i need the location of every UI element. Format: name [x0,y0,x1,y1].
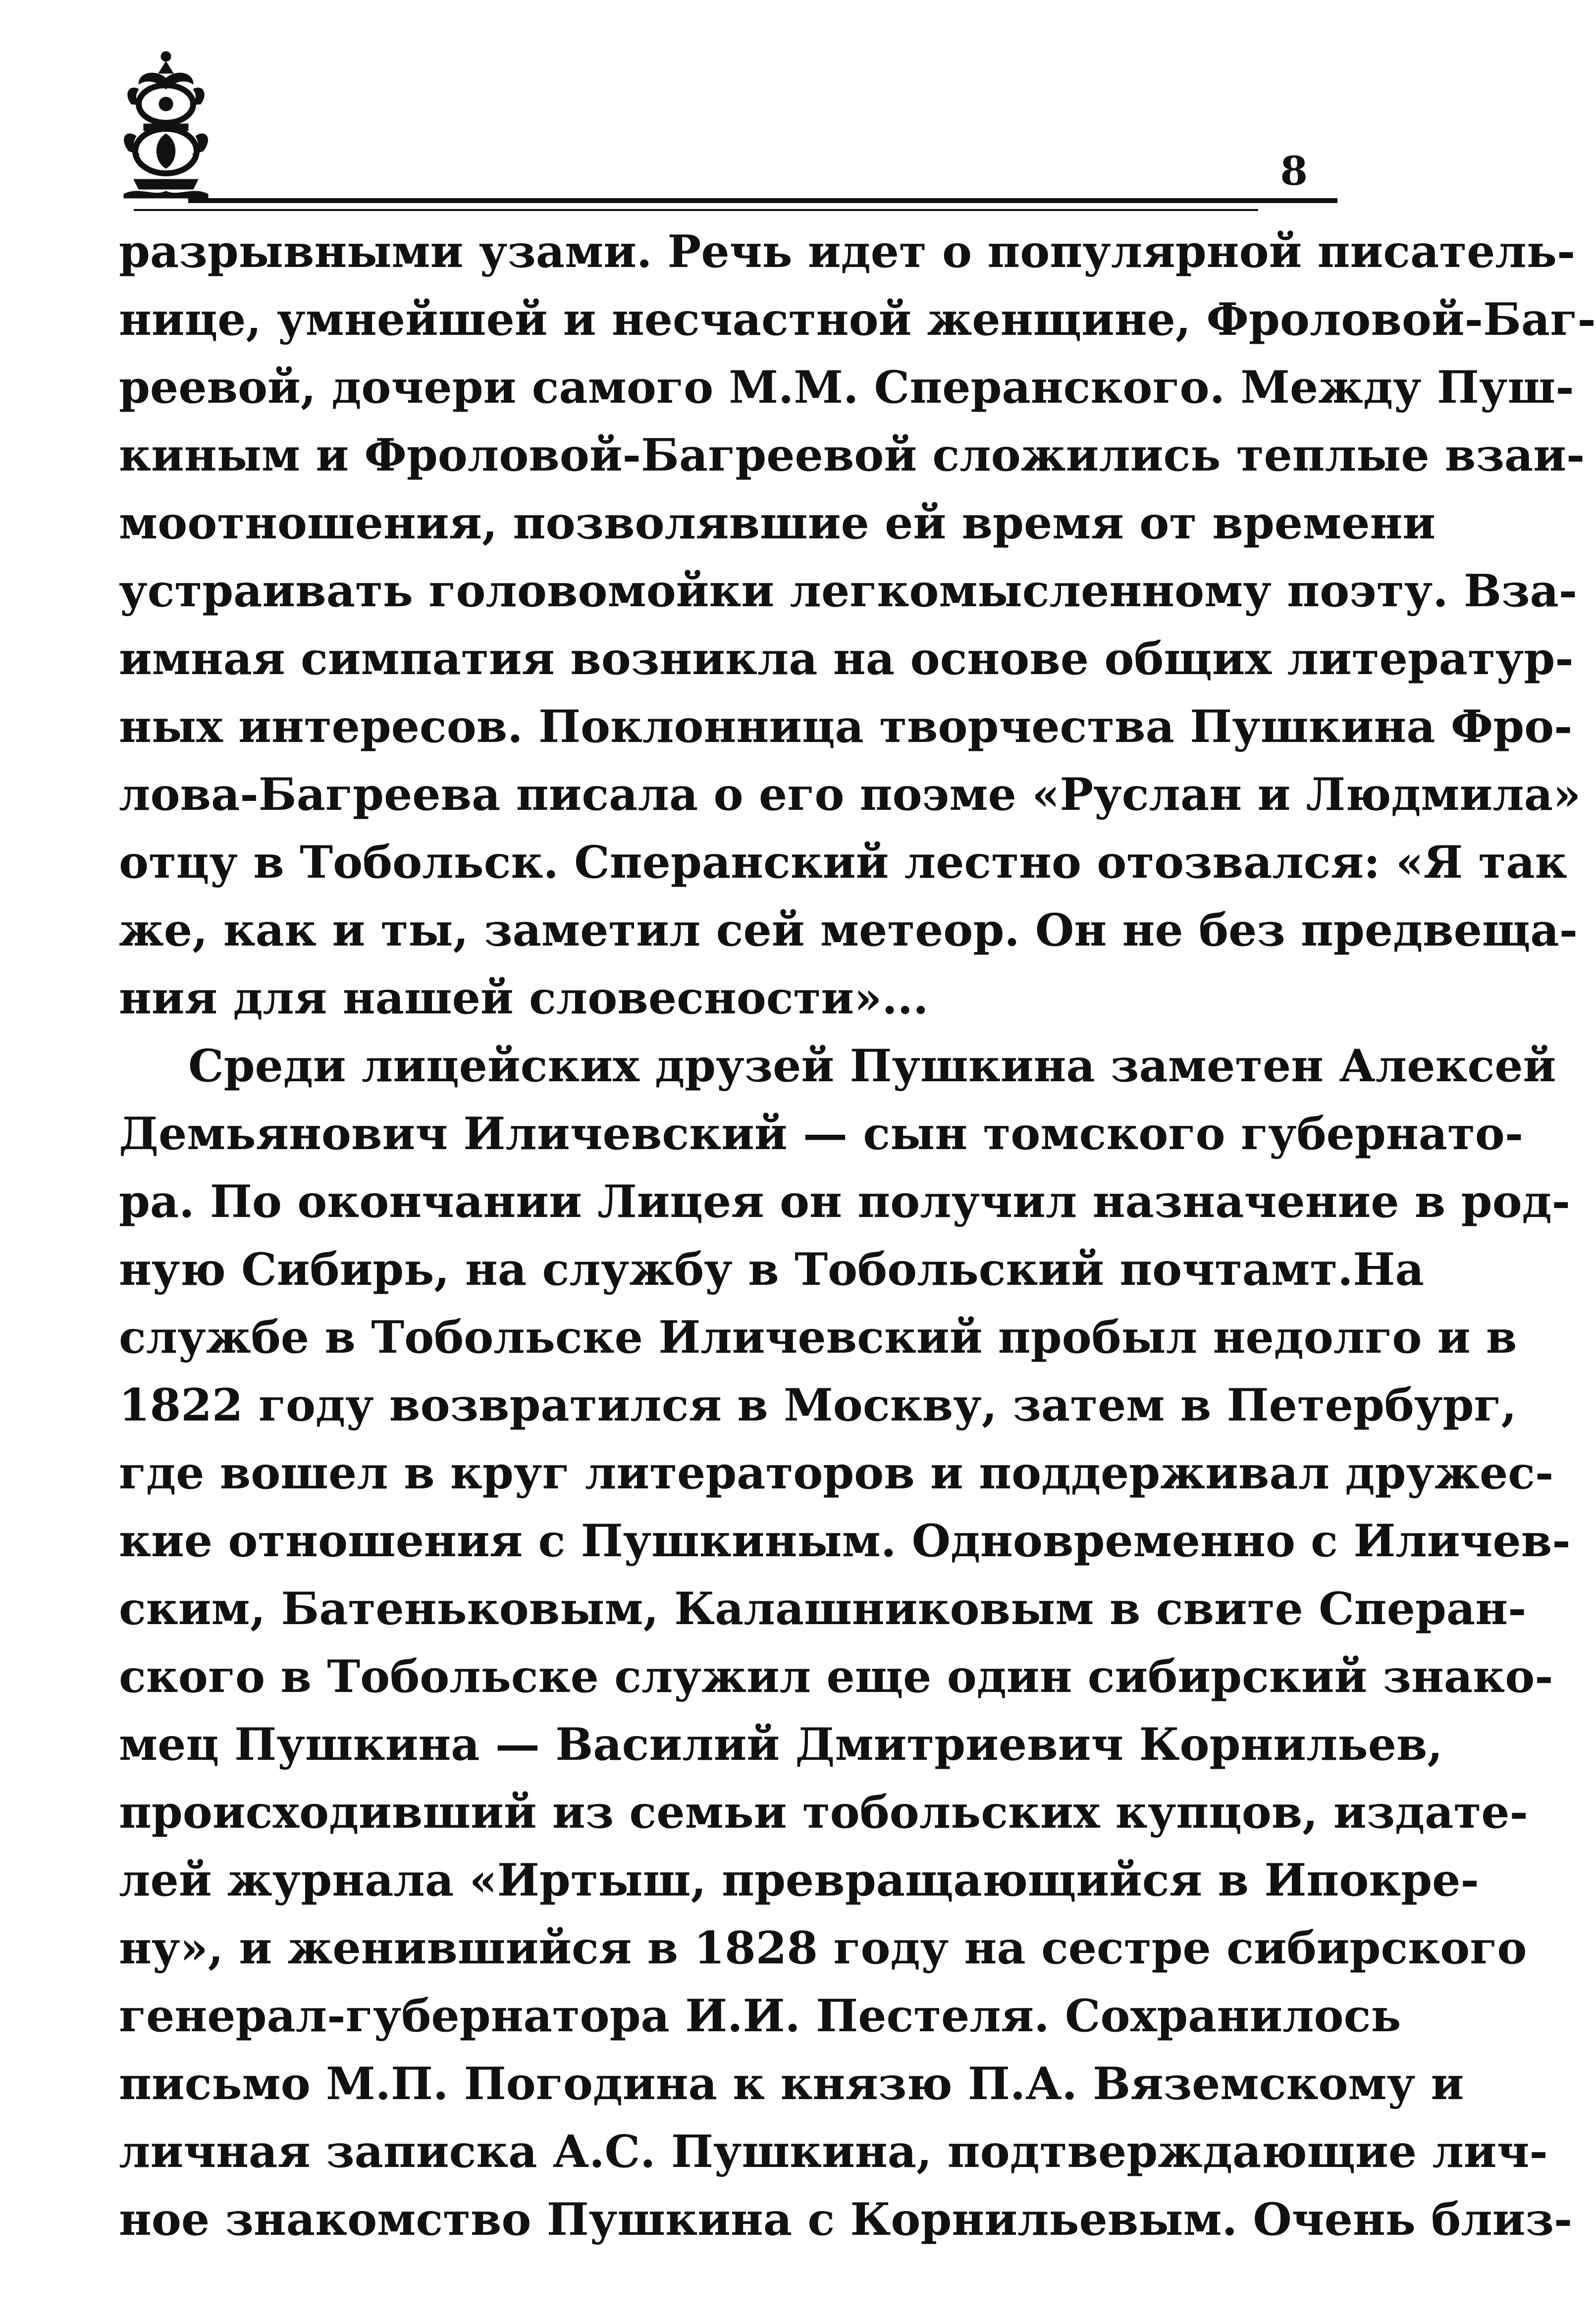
text-line: Среди лицейских друзей Пушкина заметен Алексей [188,1040,1556,1092]
page-body [119,218,1596,2254]
text-line: службе в Тобольске Иличевский пробыл недолго и в [119,1311,1517,1364]
text-line: ных интересов. Поклонница творчества Пушкина Фро- [119,700,1573,753]
paragraph-1 [119,218,1596,1032]
page-header [119,50,1337,213]
text-line: же, как и ты, заметил сей метеор. Он не без предвеща- [119,904,1578,956]
text-line: киным и Фроловой-Багреевой сложились теплые взаи- [119,429,1585,481]
text-line: письмо М.П. Погодина к князю П.А. Вяземскому и [119,2057,1464,2110]
text-line: генерал-губернатора И.И. Пестеля. Сохранилось [119,1990,1401,2042]
text-line: отцу в Тобольск. Сперанский лестно отозвался: «Я так [119,836,1567,889]
header-rule-thin [134,209,1258,211]
text-line: 1822 году возвратился в Москву, затем в Петербург, [119,1379,1517,1431]
text-line: ную Сибирь, на службу в Тобольский почтамт.На [119,1243,1424,1296]
text-line: кие отношения с Пушкиным. Одновременно с Иличев- [119,1515,1571,1567]
text-line: где вошел в круг литераторов и поддерживал дружес- [119,1447,1554,1499]
text-line: происходивший из семьи тобольских купцов, издате- [119,1786,1528,1839]
text-line: устраивать головомойки легкомысленному поэту. Вза- [119,565,1578,617]
text-line: ра. По окончании Лицея он получил назначение в род- [119,1175,1570,1228]
text-line: лова-Багреева писала о его поэме «Руслан и Людмила» [119,768,1581,821]
text-line: разрывными узами. Речь идет о популярной писатель- [119,225,1576,278]
text-line: Демьянович Иличевский — сын томского губернато- [119,1107,1524,1160]
paragraph-2 [119,1032,1573,2254]
text-line: ния для нашей словесности»... [119,972,929,1024]
text-line: ским, Батеньковым, Калашниковым в свите Сперан- [119,1582,1527,1635]
text-line: мец Пушкина — Василий Дмитриевич Корнильев, [119,1718,1443,1771]
page-number: 8 [1280,148,1308,194]
text-line: моотношения, позволявшие ей время от времени [119,497,1436,549]
text-line: ну», и женившийся в 1828 году на сестре сибирского [119,1922,1527,1974]
text-line: имная симпатия возникла на основе общих литератур- [119,633,1574,685]
text-line: реевой, дочери самого М.М. Сперанского. Между Пуш- [119,361,1574,414]
header-rule [188,198,1337,203]
text-line: личная записка А.С. Пушкина, подтверждающие лич- [119,2125,1548,2178]
text-line: лей журнала «Иртыш, превращающийся в Ипокре- [119,1854,1479,1906]
text-line: нице, умнейшей и несчастной женщине, Фроловой-Баг- [119,293,1596,346]
text-line: ное знакомство Пушкина с Корнильевым. Очень близ- [119,2193,1573,2246]
ornament-icon [119,50,213,203]
text-line: ского в Тобольске служил еще один сибирский знако- [119,1650,1553,1703]
